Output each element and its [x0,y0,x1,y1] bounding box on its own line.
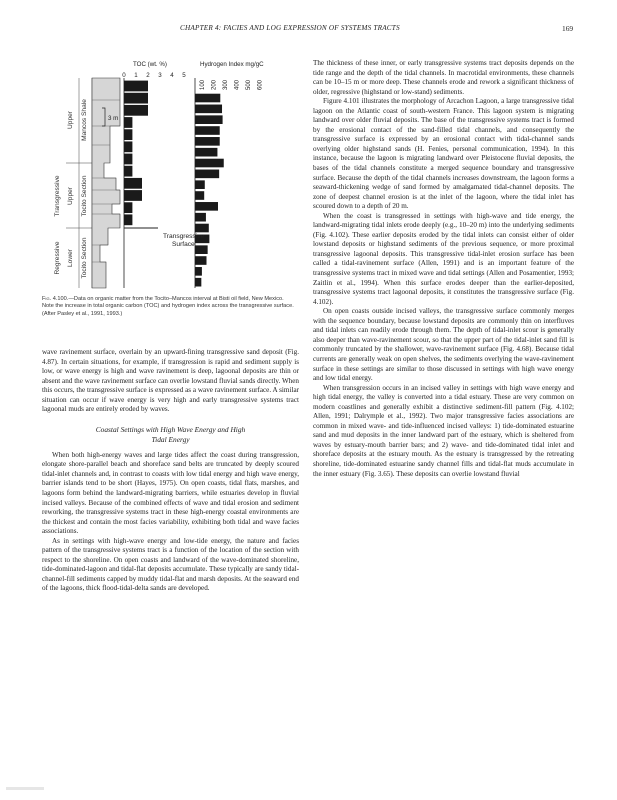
unit-label: Transgressive [54,175,61,217]
lithology-column [92,78,120,288]
toc-bar [124,178,142,189]
paragraph: When transgression occurs in an incised valley in settings with high wave energy and high tidal energy, the valley is converted into a tidal estuary. These are very common on modern coastlines and generally exhibit a distinctive sediment-fill pattern (Fig. 4.102; Allen, 1991; Dalrymple et al., 1992). Two major transgressive facies associations are common in mixed wave- and tide-influenced incised valleys: 1) tide-dominated estuarine sand and mud deposits in the inner landward part of the estuary, which is sheltered from waves by estuary-mouth barrier bars; and 2) wave- and tide-dominated tidal inlet and shoreface deposits at the estuary mouth. As the estuary is transgressed by the retreating shoreline, tide-dominated estuarine sandy channel fills and tidal-flat muds accumulate in the inner estuary (Fig. 3.65). These deposits can overlie lowstand fluvial [313,383,574,478]
toc-tick-label: 1 [134,72,138,79]
section-heading [42,425,299,445]
hi-bar [195,137,220,146]
toc-bar [124,93,148,104]
toc-bar [124,166,132,177]
paragraph: wave ravinement surface, overlain by an upward-fining transgressive sand deposit (Fig. 4.87). In certain situations, for example, if transgression is rapid and sediment supply is low, or wave energy is high and wave ravinement is deep, lagoonal deposits are thin or absent and the wave ravinement surface can overlie lowstand fluvial sands directly. When this occurs, the transgressive surface is expressed as a wave ravinement surface. A similar situation can occur if wave energy is very high and early transgressive systems tract lagoonal muds are entirely eroded by waves. [42,348,299,414]
transgressive-surface-label: Transgressive [163,233,205,240]
page-number: 169 [562,24,574,33]
hi-bar [195,105,222,114]
hi-tick-labels [200,79,264,90]
hi-bar [195,115,223,124]
hi-bar [195,126,220,135]
paragraph: On open coasts outside incised valleys, the transgressive surface commonly merges with the sequence boundary, because lowstand deposits are commonly thin on interfluves and tidal inlets can readily erode through them. The depth of tidal-inlet scour is generally also deeper than wave-ravinement scour, so that the upper part of the tidal-inlet sand fill is commonly truncated by the shallower, wave-ravinement surface (Fig. 4.68). Because tidal currents are generally weak on open shelves, the sediments overlying the wave-ravinement surface in these settings are similar to those discussed in settings with high wave energy and low tidal energy. [313,307,574,383]
toc-tick-label: 5 [182,72,186,79]
toc-bar [124,214,132,225]
hi-tick-label: 100 [200,79,206,90]
paragraph: When both high-energy waves and large tides affect the coast during transgression, elongate shore-parallel beach and shoreface sand belts are truncated by deeply scoured tidal-inlet channels and, in contrast to coasts with low tidal energy and high wave energy, barrier islands tend to be short (Hayes, 1975). On open coasts, tidal flats, marshes, and lagoons form behind the landward-migrating barriers, while estuaries develop in fluvial incised valleys. Because of the combined effects of wave and tidal erosion and sediment reworking, the transgressive systems tract in these high-energy coastal environments are the thickest and contain the most facies variability, exhibiting both tidal and wave facies associations. [42,450,299,536]
hi-bar [195,202,218,211]
unit-label: Mancos Shale [81,99,88,141]
toc-bars [124,81,148,226]
toc-bar [124,117,132,128]
figure-caption [42,296,297,318]
right-column [313,59,574,479]
hi-bar [195,245,208,254]
hi-bar [195,94,220,103]
transgressive-surface-label: Surface [172,241,195,248]
hi-bar [195,170,219,179]
hi-tick-label: 400 [234,79,241,90]
section-heading-line: Coastal Settings with High Wave Energy and High [95,424,246,434]
toc-bar [124,154,132,165]
toc-bar [124,105,148,116]
hi-tick-label: 500 [246,79,252,90]
hi-tick-label: 300 [223,79,229,90]
hi-tick-label: 600 [257,79,264,90]
toc-tick-label: 3 [158,72,162,79]
section-heading-line: Tidal Energy [151,434,190,444]
paragraph: The thickness of these inner, or early transgressive systems tract deposits depends on the tide range and the depth of the tidal channels. In macrotidal environments, these channels can be 10–15 m or more deep. These channels erode and rework a significant thickness of older, regressive (highstand or low-stand) sediments. [313,59,574,96]
hi-bar [195,148,217,157]
unit-label: Lower [67,249,74,267]
running-header: CHAPTER 4: FACIES AND LOG EXPRESSION OF SYSTEMS TRACTS [180,24,400,32]
scan-mark [6,787,44,790]
hi-bar [195,224,209,233]
toc-bar [124,190,142,201]
unit-label: Tocito Section [81,237,88,279]
left-column [42,348,299,594]
unit-label: Tocito Section [81,175,88,217]
hi-bar [195,159,224,168]
paragraph: Figure 4.101 illustrates the morphology of Arcachon Lagoon, a large transgressive tidal lagoon on the Atlantic coast of south-western France. This lagoon system is migrating landward over older fluvial deposits. The base of the transgressive systems tract is formed by the erosional contact of the sand-filled tidal channels, and consequently the transgressive surface is expressed by an erosional contact with tidal-channel sands overlying older highstand sands (H. Fenies, personal communication, 1994). In this instance, because the lagoon is migrating landward over Pleistocene fluvial deposits, the bases of the tidal channels constitute a merged sequence boundary and transgressive surface. Because the depth of the tidal channels increases downstream, the lagoon forms a seaward-thickening wedge of sand formed by amalgamated tidal-channel deposits. The zone of deepest channel erosion is at the inlet of the lagoon, where the tidal inlet has scoured down to a depth of 20 m. [313,97,574,211]
hi-bar [195,213,206,222]
unit-label: Regressive [54,241,61,275]
toc-tick-label: 2 [146,72,150,79]
toc-tick-label: 4 [170,72,174,79]
unit-label: Upper [67,187,74,205]
paragraph: As in settings with high-wave energy and low-tide energy, the nature and facies pattern of the transgressive systems tract is a function of the location of the section with respect to the shoreline. On open coasts and landward of the wave-dominated shoreline, tide-dominated-lagoon and tidal-flat deposits accumulate. These typically are sandy tidal-channel-fill sediments capped by muddy tidal-flat and marsh deposits. At the seaward end of the lagoons, thick flood-tidal-delta sands are developed. [42,536,299,593]
hi-bars [195,94,224,287]
toc-bar [124,81,148,92]
caption-label: Fig. 4.100. [42,296,69,302]
hi-bar [195,191,204,200]
hi-bar [195,267,202,276]
toc-tick-label: 0 [122,72,126,79]
toc-bar [124,141,132,152]
scale-bar-label: 3 m [108,115,119,122]
toc-tick-labels [122,72,186,79]
toc-bar [124,129,132,140]
paragraph: When the coast is transgressed in settings with high-wave and tide energy, the landward-migrating tidal inlets erode deeply (e.g., 10–20 m) into the underlying sediments (Fig. 4.102). These earlier deposits eroded by the tidal inlets can consist either of older lowstand deposits or highstand sediments of the previous sequence, or more proximal transgressive lagoonal deposits. This transgressive tidal-inlet erosion surface has been called a tidal-ravinement surface (Allen, 1991) and is an important feature of the transgressive systems tract in mixed wave and tidal settings (Allen and Posamentier, 1993; Zaitlin et al., 1994). When this surface erodes deeper than the earlier-deposited, transgressive systems tract lagoonal deposits, it constitutes the transgressive surface (Fig. 4.102). [313,211,574,306]
stratigraphic-unit-labels [54,99,88,279]
unit-label: Upper [67,111,74,129]
toc-bar [124,202,132,213]
hi-bar [195,180,205,189]
toc-axis-title: TOC (wt. %) [133,61,167,68]
caption-text: —Data on organic matter from the Tocito–Mancos interval at Bisti oil field, New Mexico. Note the increase in total organic carbon (TOC) and hydrogen index across the transgressive surface. (After Pasley et al., 1991, 1993.) [42,296,294,317]
hi-tick-label: 200 [211,79,218,90]
hi-axis-title: Hydrogen Index mg/gC [200,61,264,68]
hi-bar [195,256,207,265]
hi-bar [195,278,201,287]
